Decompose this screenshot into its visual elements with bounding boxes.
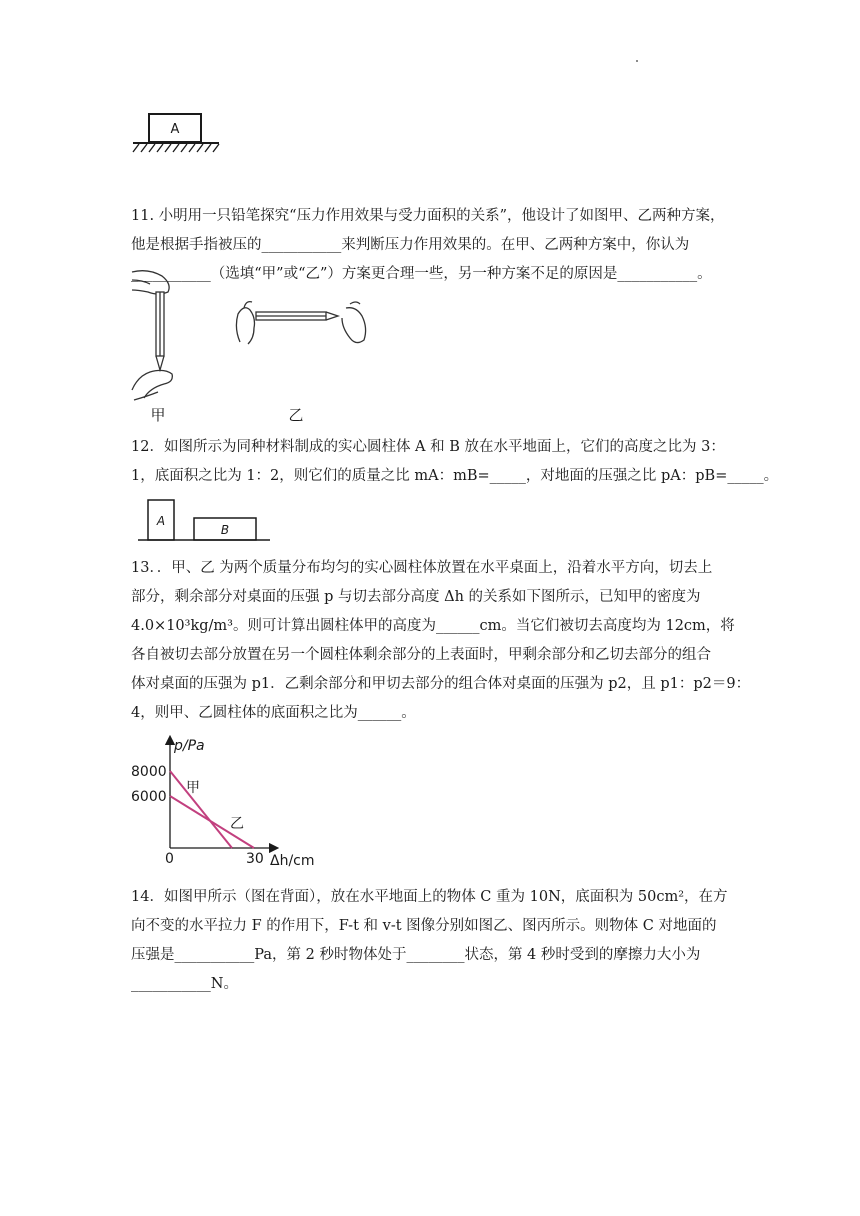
graph-line-jia — [170, 771, 232, 848]
q14-line-1: 14．如图甲所示（图在背面），放在水平地面上的物体 C 重为 10N，底面积为 50cm²，在方 — [131, 889, 728, 905]
question-14 — [131, 883, 731, 999]
figure-cylinders-ab — [136, 492, 272, 548]
q14-line-2: 向不变的水平拉力 F 的作用下，F-t 和 v-t 图像分别如图乙、图丙所示。则物体 C 对地面的 — [131, 918, 717, 934]
q13-line-1: 13．．甲、乙 为两个质量分布均匀的实心圆柱体放置在水平桌面上，沿着水平方向，切去上 — [131, 560, 713, 576]
ground-hatching — [133, 144, 219, 152]
graph-x-label: Δh/cm — [270, 853, 315, 869]
graph-y-tick-8000: 8000 — [131, 764, 167, 780]
q11-line-1: 11. 小明用一只铅笔探究“压力作用效果与受力面积的关系”，他设计了如图甲、乙两种方案， — [131, 208, 725, 224]
question-13 — [131, 554, 751, 728]
figure-block-on-ground — [131, 110, 223, 158]
pencil-vertical — [132, 271, 172, 400]
q12-line-1: 12．如图所示为同种材料制成的实心圆柱体 A 和 B 放在水平地面上，它们的高度之比为 3： — [131, 439, 725, 455]
graph-y-label: p/Pa — [174, 738, 205, 754]
block-a-label: A — [170, 122, 180, 137]
q14-line-4: ___________N。 — [131, 976, 238, 992]
q11-line-2: 他是根据手指被压的___________来判断压力作用效果的。在甲、乙两种方案中，你认为 — [131, 237, 690, 253]
q13-line-3: 4.0×10³kg/m³。则可计算出圆柱体甲的高度为______cm。当它们被切去高度均为 12cm，将 — [131, 618, 735, 634]
cylinder-a-label: A — [156, 514, 166, 528]
graph-y-tick-6000: 6000 — [131, 789, 167, 805]
q13-line-2: 部分，剩余部分对桌面的压强 p 与切去部分高度 Δh 的关系如下图所示，已知甲的密度为 — [131, 589, 701, 605]
cylinder-b-label: B — [220, 523, 230, 537]
figure-pencil-experiment — [128, 266, 378, 426]
q14-line-3: 压强是___________Pa，第 2 秒时物体处于________状态，第 4 秒时受到的摩擦力大小为 — [131, 947, 701, 963]
q13-line-5: 体对桌面的压强为 p1．乙剩余部分和甲切去部分的组合体对桌面的压强为 p2，且 p1：p2＝9： — [131, 676, 751, 692]
q12-line-2: 1，底面积之比为 1：2，则它们的质量之比 mA：mB=_____，对地面的压强之比 pA：pB=_____。 — [131, 468, 779, 484]
pencil-horizontal — [236, 302, 365, 344]
figure-pressure-graph — [128, 734, 328, 870]
graph-label-yi: 乙 — [230, 816, 244, 832]
q11-line-3: ___________（选填“甲”或“乙”）方案更合理一些，另一种方案不足的原因是___________。 — [131, 266, 712, 282]
graph-x-tick-30: 30 — [246, 851, 264, 867]
fig-label-yi: 乙 — [288, 406, 304, 424]
fig-label-jia: 甲 — [150, 406, 166, 424]
q13-line-6: 4，则甲、乙圆柱体的底面积之比为______。 — [131, 705, 416, 721]
graph-x-tick-0: 0 — [165, 851, 174, 867]
graph-label-jia: 甲 — [186, 780, 200, 796]
page-marker-dot — [636, 60, 638, 62]
question-12 — [131, 433, 779, 491]
q13-line-4: 各自被切去部分放置在另一个圆柱体剩余部分的上表面时，甲剩余部分和乙切去部分的组合 — [131, 647, 711, 663]
